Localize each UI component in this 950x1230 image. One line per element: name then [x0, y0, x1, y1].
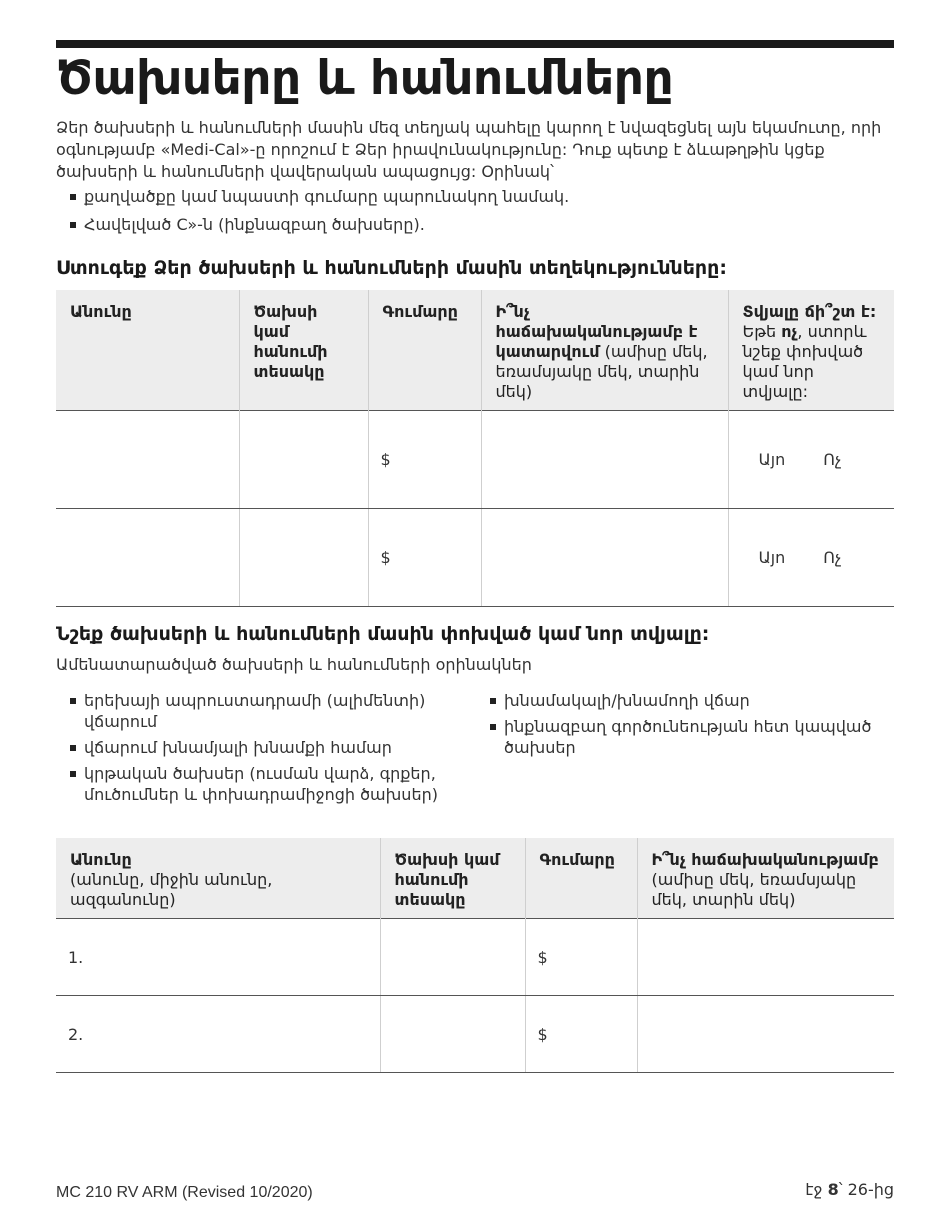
table-row — [56, 509, 894, 607]
correct-cell — [728, 509, 894, 607]
col-header-type: Ծախսի կամ հանումի տեսակը — [380, 838, 525, 919]
col-header-correct: Տվյալը ճի՞շտ է: Եթե ոչ, ստորև նշեք փոխված կամ նոր տվյալը: — [728, 290, 894, 411]
col-header-amount: Գումարը — [525, 838, 637, 919]
review-table — [56, 290, 894, 607]
currency-symbol: $ — [537, 947, 548, 967]
amount-cell[interactable] — [368, 411, 481, 509]
table-row — [56, 919, 894, 996]
col-header-name: Անունը — [56, 290, 239, 411]
type-cell[interactable] — [239, 411, 368, 509]
examples-list-left — [70, 690, 460, 810]
frequency-cell[interactable] — [637, 996, 894, 1073]
table-header-row — [56, 290, 894, 411]
list-item: կրթական ծախսեր (ուսման վարձ, գրքեր, մուծումներ և փոխադրամիջոցի ծախսեր) — [70, 763, 460, 805]
col-header-type: Ծախսի կամ հանումի տեսակը — [239, 290, 368, 411]
type-cell[interactable] — [380, 919, 525, 996]
page-number: էջ 8՝ 26-ից — [805, 1180, 894, 1199]
amount-cell[interactable] — [525, 996, 637, 1073]
amount-cell[interactable] — [525, 919, 637, 996]
col-header-frequency: Ի՞նչ հաճախականությամբ (ամիսը մեկ, եռամսյակը մեկ, տարին մեկ) — [637, 838, 894, 919]
no-option[interactable]: Ոչ — [823, 450, 842, 469]
col-header-amount: Գումարը — [368, 290, 481, 411]
amount-cell[interactable] — [368, 509, 481, 607]
currency-symbol: $ — [380, 548, 391, 567]
table-row — [56, 411, 894, 509]
list-item: երեխայի ապրուստադրամի (ալիմենտի) վճարում — [70, 690, 460, 732]
type-cell[interactable] — [380, 996, 525, 1073]
section2-subheading: Ամենատարածված ծախսերի և հանումների օրինակներ — [56, 655, 532, 674]
list-item: քաղվածքը կամ նպաստի գումարը պարունակող նամակ. — [70, 186, 569, 207]
name-cell[interactable] — [56, 411, 239, 509]
changes-table — [56, 838, 894, 1073]
correct-cell — [728, 411, 894, 509]
yes-option[interactable]: Այո — [758, 450, 786, 469]
col-header-name: Անունը (անունը, միջին անունը, ազգանունը) — [56, 838, 380, 919]
intro-text: Ձեր ծախսերի և հանումների մասին մեզ տեղյակ պահելը կարող է նվազեցնել այն եկամուտը, որի օգնությամբ «Medi-Cal»-ը որոշում է Ձեր իրավունակությունը: Դուք պետք է ձևաթղթին կցեք ծախսերի և հանումների վավերական ապացույց: Օրինակ՝ — [56, 118, 882, 181]
no-option[interactable]: Ոչ — [823, 548, 842, 567]
form-id: MC 210 RV ARM (Revised 10/2020) — [56, 1184, 313, 1201]
table-row — [56, 996, 894, 1073]
section2-heading: Նշեք ծախսերի և հանումների մասին փոխված կամ նոր տվյալը: — [56, 623, 710, 645]
row-number: 1. — [68, 947, 84, 967]
frequency-cell[interactable] — [481, 411, 728, 509]
name-cell[interactable] — [56, 919, 380, 996]
list-item: ինքնազբաղ գործունեության հետ կապված ծախսեր — [490, 716, 894, 758]
row-number: 2. — [68, 1024, 84, 1044]
list-item: խնամակալի/խնամողի վճար — [490, 690, 894, 711]
list-item: վճարում խնամյալի խնամքի համար — [70, 737, 460, 758]
col-header-frequency: Ի՞նչ հաճախականությամբ է կատարվում (ամիսը մեկ, եռամսյակը մեկ, տարին մեկ) — [481, 290, 728, 411]
frequency-cell[interactable] — [481, 509, 728, 607]
top-rule — [56, 40, 894, 48]
examples-list-right — [490, 690, 894, 763]
currency-symbol: $ — [537, 1024, 548, 1044]
type-cell[interactable] — [239, 509, 368, 607]
page-title: Ծախսերը և հանումները — [56, 51, 674, 106]
yes-option[interactable]: Այո — [758, 548, 786, 567]
section1-heading: Ստուգեք Ձեր ծախսերի և հանումների մասին տեղեկությունները: — [56, 257, 727, 279]
frequency-cell[interactable] — [637, 919, 894, 996]
list-item: Հավելված C»-ն (ինքնազբաղ ծախսերը). — [70, 214, 569, 235]
name-cell[interactable] — [56, 996, 380, 1073]
table-header-row — [56, 838, 894, 919]
name-cell[interactable] — [56, 509, 239, 607]
intro-bullet-list — [70, 186, 569, 242]
currency-symbol: $ — [380, 450, 391, 469]
